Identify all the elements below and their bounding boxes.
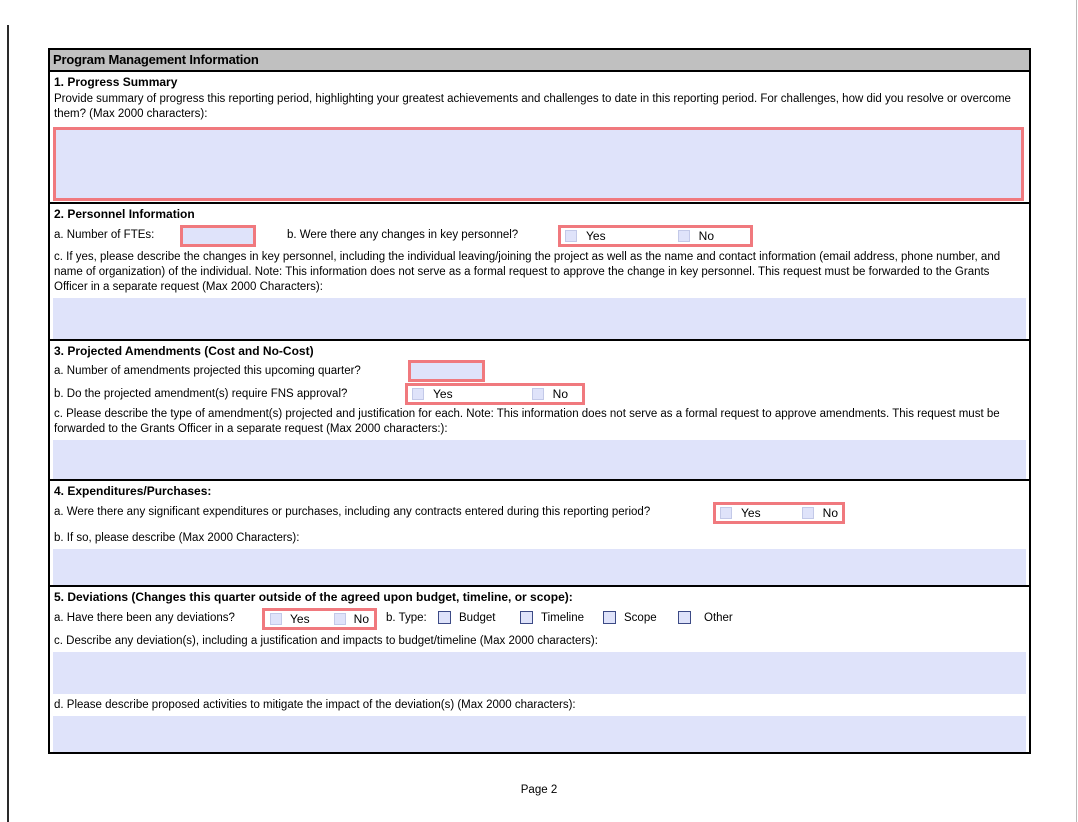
amendments-row-a: [50, 360, 1029, 382]
amendments-row-b: [50, 383, 1029, 405]
yes-option: [270, 612, 310, 626]
scope-checkbox[interactable]: [603, 611, 616, 624]
no-checkbox[interactable]: [532, 388, 544, 400]
progress-summary-textarea[interactable]: [53, 127, 1024, 201]
deviations-describe-label: c. Describe any deviation(s), including a justification and impacts to budget/timeline (Max 2000 characters):: [54, 635, 598, 647]
section-progress-summary: [50, 72, 1029, 202]
deviations-row-a-b: [50, 607, 1029, 631]
yes-label: Yes: [741, 506, 761, 520]
budget-checkbox[interactable]: [438, 611, 451, 624]
no-option: [802, 506, 838, 520]
yes-label: Yes: [290, 612, 310, 626]
key-personnel-yesno-group: [558, 225, 753, 247]
other-checkbox[interactable]: [678, 611, 691, 624]
type-option-other: [678, 611, 733, 624]
page-left-edge: [7, 25, 9, 822]
type-option-budget: [438, 611, 495, 624]
section-personnel-information: [50, 202, 1029, 339]
form-header: [50, 50, 1029, 72]
personnel-row-a-b: [50, 224, 1029, 248]
no-checkbox[interactable]: [802, 507, 814, 519]
fns-approval-question-label: b. Do the projected amendment(s) require FNS approval?: [54, 388, 348, 400]
no-label: No: [552, 387, 568, 401]
type-option-scope: [603, 611, 657, 624]
type-option-timeline: [520, 611, 584, 624]
deviation-type-label: b. Type:: [386, 612, 427, 624]
yes-option: [565, 229, 606, 243]
section-projected-amendments: [50, 339, 1029, 479]
no-option: [678, 229, 714, 243]
program-management-form: [48, 48, 1031, 754]
yes-option: [412, 387, 453, 401]
key-personnel-textarea[interactable]: [53, 298, 1026, 339]
yes-option: [720, 506, 761, 520]
ftes-input[interactable]: [180, 225, 256, 247]
section-title: 2. Personnel Information: [54, 207, 195, 221]
progress-summary-instructions: Provide summary of progress this reporting period, highlighting your greatest achievements and challenges to date in this reporting period. For challenges, how did you resolve or overcome them? (Max 2000 characters):: [54, 93, 1011, 120]
deviations-mitigate-label: d. Please describe proposed activities to mitigate the impact of the deviation(s) (Max 2000 characters):: [54, 699, 576, 711]
yes-label: Yes: [586, 229, 606, 243]
ftes-label: a. Number of FTEs:: [54, 229, 155, 241]
yes-label: Yes: [433, 387, 453, 401]
expenditures-row-a: [50, 501, 1029, 525]
amendments-describe-label: c. Please describe the type of amendment(s) projected and justification for each. Note: This information does not serve as a formal request to approve amendments. This request must be forwarded to the Grants Officer in a separate request (Max 2000 characters:):: [54, 408, 1000, 435]
no-label: No: [822, 506, 838, 520]
no-label: No: [698, 229, 714, 243]
section-title: 1. Progress Summary: [54, 75, 178, 89]
key-personnel-question-label: b. Were there any changes in key personnel?: [287, 229, 519, 241]
deviations-yesno-group: [262, 608, 377, 630]
deviations-describe-textarea[interactable]: [53, 652, 1026, 694]
yes-checkbox[interactable]: [270, 613, 282, 625]
key-personnel-describe-label: c. If yes, please describe the changes in key personnel, including the individual leaving/joining the project as well as the name and contact information (email address, phone number, and name of organization) of the individual. Note: This information does not serve as a formal request to approve the change in key personnel. This request must be forwarded to the Grants Officer in a separate request (Max 2000 Characters):: [54, 251, 1001, 293]
amendments-textarea[interactable]: [53, 440, 1026, 479]
deviations-question-label: a. Have there been any deviations?: [54, 612, 235, 624]
expenditures-describe-label: b. If so, please describe (Max 2000 Characters):: [54, 532, 300, 544]
timeline-label: Timeline: [541, 611, 585, 624]
no-checkbox[interactable]: [334, 613, 346, 625]
other-label: Other: [704, 611, 733, 624]
no-option: [532, 387, 568, 401]
yes-checkbox[interactable]: [720, 507, 732, 519]
no-option: [334, 612, 369, 626]
no-label: No: [353, 612, 369, 626]
section-title: 5. Deviations (Changes this quarter outside of the agreed upon budget, timeline, or scope):: [54, 590, 573, 604]
deviations-mitigate-textarea[interactable]: [53, 716, 1026, 752]
yes-checkbox[interactable]: [412, 388, 424, 400]
page-right-edge: [1076, 0, 1077, 822]
yes-checkbox[interactable]: [565, 230, 577, 242]
amendments-number-input[interactable]: [408, 360, 485, 382]
scope-label: Scope: [624, 611, 657, 624]
expenditures-yesno-group: [713, 502, 845, 524]
form-header-title: Program Management Information: [53, 52, 259, 67]
section-deviations: [50, 585, 1029, 752]
expenditures-question-label: a. Were there any significant expenditures or purchases, including any contracts entered during this reporting period?: [54, 506, 651, 518]
amendments-number-label: a. Number of amendments projected this upcoming quarter?: [54, 365, 361, 377]
section-title: 4. Expenditures/Purchases:: [54, 484, 212, 498]
section-title: 3. Projected Amendments (Cost and No-Cost): [54, 344, 314, 358]
timeline-checkbox[interactable]: [520, 611, 533, 624]
no-checkbox[interactable]: [678, 230, 690, 242]
fns-approval-yesno-group: [405, 383, 585, 405]
section-expenditures-purchases: [50, 479, 1029, 585]
page-number: Page 2: [520, 784, 558, 796]
budget-label: Budget: [459, 611, 496, 624]
expenditures-textarea[interactable]: [53, 549, 1026, 585]
